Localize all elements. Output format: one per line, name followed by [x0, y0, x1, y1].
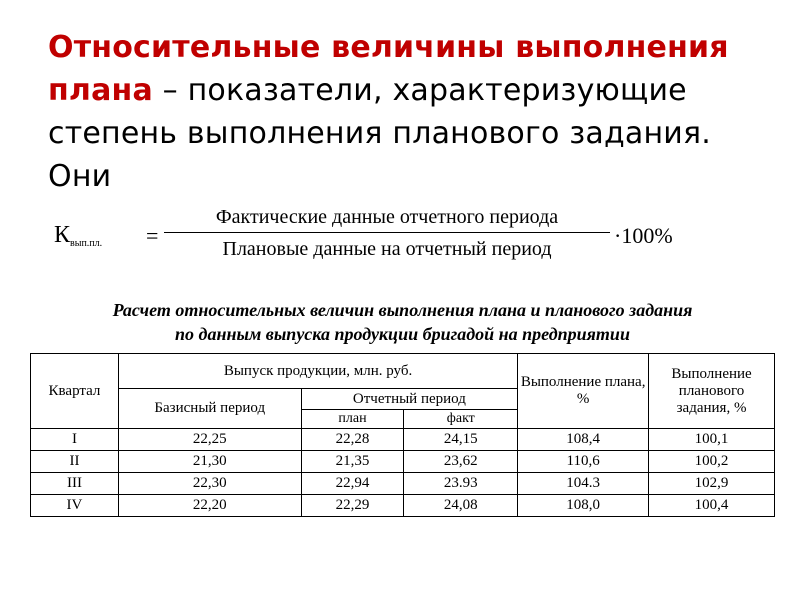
cell-plan: 22,29	[301, 495, 404, 517]
cell-fact: 24,15	[404, 429, 518, 451]
formula-fraction	[164, 206, 610, 261]
cell-fact: 24,08	[404, 495, 518, 517]
cell-plan: 21,35	[301, 451, 404, 473]
formula-numerator: Фактические данные отчетного периода	[164, 206, 610, 233]
cell-target: 100,4	[649, 495, 775, 517]
cell-base: 22,25	[118, 429, 301, 451]
cell-quarter: II	[31, 451, 119, 473]
table-caption-line-2: по данным выпуска продукции бригадой на предприятии	[175, 324, 630, 344]
header-base-period: Базисный период	[118, 389, 301, 429]
cell-base: 22,30	[118, 473, 301, 495]
definition-term: Относительные величины выполнения плана	[48, 30, 729, 108]
cell-quarter: IV	[31, 495, 119, 517]
header-output: Выпуск продукции, млн. руб.	[118, 354, 517, 389]
cell-quarter: I	[31, 429, 119, 451]
cell-fulfillment: 110,6	[518, 451, 649, 473]
cell-fulfillment: 108,4	[518, 429, 649, 451]
cell-quarter: III	[31, 473, 119, 495]
header-fact: факт	[404, 410, 518, 429]
output-table	[30, 353, 775, 517]
cell-fact: 23.93	[404, 473, 518, 495]
table-caption-line-1: Расчет относительных величин выполнения плана и планового задания	[112, 300, 693, 320]
cell-base: 21,30	[118, 451, 301, 473]
header-quarter: Квартал	[31, 354, 119, 429]
table-row	[31, 495, 775, 517]
table-caption	[30, 298, 775, 346]
cell-plan: 22,28	[301, 429, 404, 451]
table-row	[31, 451, 775, 473]
cell-plan: 22,94	[301, 473, 404, 495]
header-plan-target: Выполнение планового задания, %	[649, 354, 775, 429]
definition-text	[48, 26, 768, 198]
formula-denominator: Плановые данные на отчетный период	[222, 238, 552, 260]
cell-fulfillment: 104.3	[518, 473, 649, 495]
formula-symbol-letter: К	[54, 222, 71, 248]
header-report-period: Отчетный период	[301, 389, 518, 410]
formula-subscript: вып.пл.	[70, 238, 103, 249]
header-plan: план	[301, 410, 404, 429]
table-row	[31, 473, 775, 495]
cell-fulfillment: 108,0	[518, 495, 649, 517]
cell-fact: 23,62	[404, 451, 518, 473]
cell-target: 100,1	[649, 429, 775, 451]
header-plan-fulfillment: Выполнение плана, %	[518, 354, 649, 429]
formula-multiplier: ·100%	[614, 223, 673, 248]
table-row	[31, 429, 775, 451]
cell-base: 22,20	[118, 495, 301, 517]
definition-body: – показатели, характеризующие степень выполнения планового задания. Они	[48, 73, 711, 194]
formula-symbol	[54, 222, 102, 249]
cell-target: 102,9	[649, 473, 775, 495]
cell-target: 100,2	[649, 451, 775, 473]
plan-fulfillment-formula	[38, 206, 698, 276]
formula-equals: =	[146, 223, 159, 248]
